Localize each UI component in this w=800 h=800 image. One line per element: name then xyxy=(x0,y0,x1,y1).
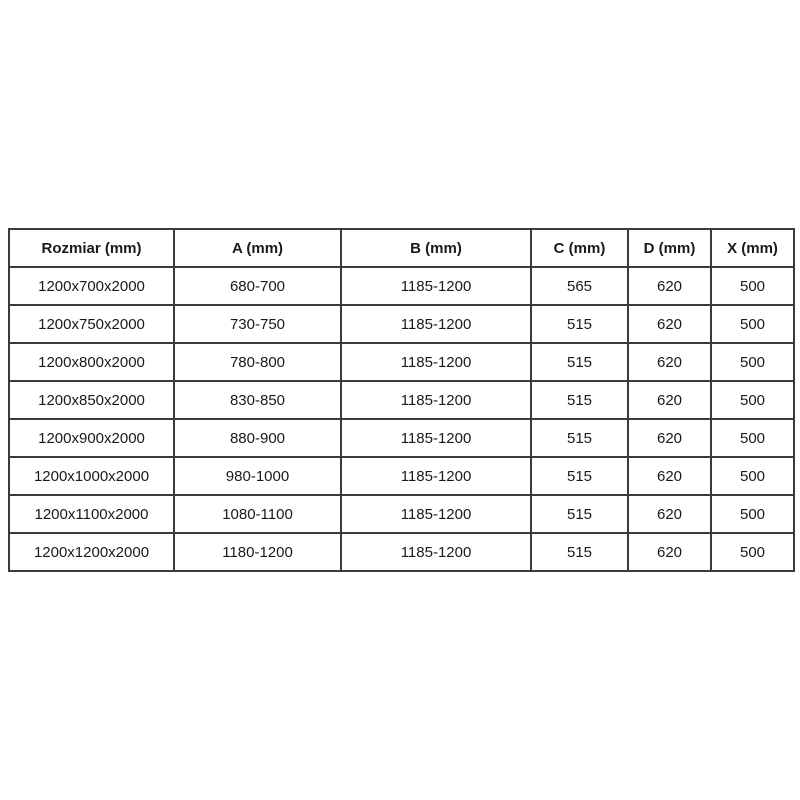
table-cell: 1185-1200 xyxy=(341,533,531,571)
table-cell: 620 xyxy=(628,343,711,381)
table-cell: 1185-1200 xyxy=(341,267,531,305)
table-row xyxy=(9,419,794,457)
table-cell: 1200x800x2000 xyxy=(9,343,174,381)
table-cell: 565 xyxy=(531,267,628,305)
table-cell: 1200x1000x2000 xyxy=(9,457,174,495)
column-header: D (mm) xyxy=(628,229,711,267)
table-cell: 515 xyxy=(531,305,628,343)
table-cell: 1185-1200 xyxy=(341,343,531,381)
table-cell: 620 xyxy=(628,457,711,495)
table-cell: 515 xyxy=(531,381,628,419)
table-row xyxy=(9,457,794,495)
table-cell: 620 xyxy=(628,419,711,457)
column-header: C (mm) xyxy=(531,229,628,267)
table-cell: 500 xyxy=(711,381,794,419)
table-cell: 1185-1200 xyxy=(341,381,531,419)
table-cell: 1200x700x2000 xyxy=(9,267,174,305)
table-cell: 680-700 xyxy=(174,267,341,305)
table-cell: 880-900 xyxy=(174,419,341,457)
table-row xyxy=(9,305,794,343)
table-cell: 500 xyxy=(711,419,794,457)
column-header: X (mm) xyxy=(711,229,794,267)
table-cell: 1185-1200 xyxy=(341,305,531,343)
table-body xyxy=(9,267,794,571)
table-cell: 620 xyxy=(628,305,711,343)
table-row xyxy=(9,267,794,305)
column-header: A (mm) xyxy=(174,229,341,267)
table-cell: 620 xyxy=(628,533,711,571)
table-cell: 830-850 xyxy=(174,381,341,419)
table-cell: 1180-1200 xyxy=(174,533,341,571)
column-header: B (mm) xyxy=(341,229,531,267)
size-spec-table xyxy=(8,228,795,572)
table-cell: 780-800 xyxy=(174,343,341,381)
table-cell: 1200x1100x2000 xyxy=(9,495,174,533)
table-cell: 1185-1200 xyxy=(341,419,531,457)
table-row xyxy=(9,495,794,533)
table-cell: 730-750 xyxy=(174,305,341,343)
table-cell: 515 xyxy=(531,419,628,457)
table-cell: 1080-1100 xyxy=(174,495,341,533)
header-row xyxy=(9,229,794,267)
table-row xyxy=(9,381,794,419)
table-cell: 500 xyxy=(711,343,794,381)
table-cell: 515 xyxy=(531,457,628,495)
table-cell: 1200x900x2000 xyxy=(9,419,174,457)
table-cell: 515 xyxy=(531,343,628,381)
table-cell: 515 xyxy=(531,533,628,571)
table-cell: 620 xyxy=(628,495,711,533)
table-cell: 515 xyxy=(531,495,628,533)
table-cell: 620 xyxy=(628,267,711,305)
table-header xyxy=(9,229,794,267)
table-cell: 1185-1200 xyxy=(341,495,531,533)
table-cell: 1200x750x2000 xyxy=(9,305,174,343)
table-cell: 500 xyxy=(711,495,794,533)
table-cell: 500 xyxy=(711,533,794,571)
table-cell: 1200x850x2000 xyxy=(9,381,174,419)
table-cell: 500 xyxy=(711,457,794,495)
table-row xyxy=(9,533,794,571)
table-cell: 980-1000 xyxy=(174,457,341,495)
table-cell: 500 xyxy=(711,305,794,343)
table-cell: 620 xyxy=(628,381,711,419)
table-row xyxy=(9,343,794,381)
table-cell: 1185-1200 xyxy=(341,457,531,495)
column-header: Rozmiar (mm) xyxy=(9,229,174,267)
table-cell: 1200x1200x2000 xyxy=(9,533,174,571)
table-cell: 500 xyxy=(711,267,794,305)
